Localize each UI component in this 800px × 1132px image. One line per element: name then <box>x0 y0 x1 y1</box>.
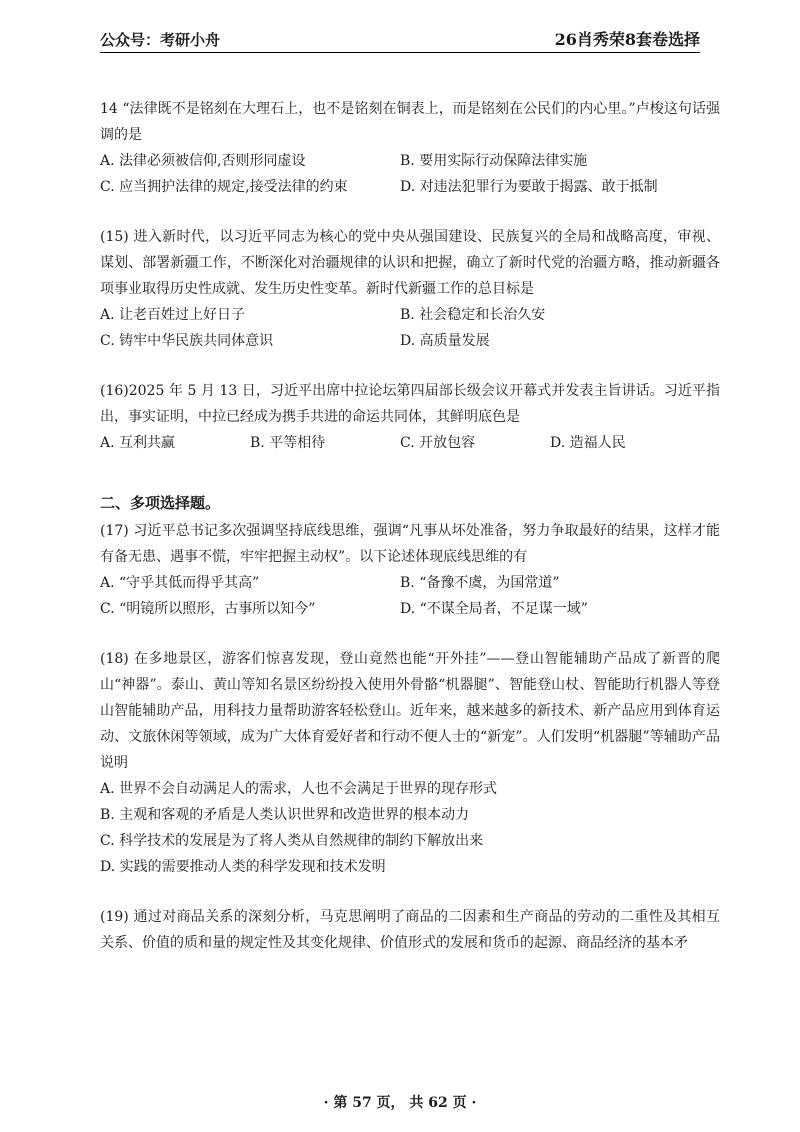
option-b: B. 主观和客观的矛盾是人类认识世界和改造世界的根本动力 <box>100 807 470 823</box>
option-b: B. 社会稳定和长治久安 <box>400 307 546 323</box>
page-header <box>100 28 700 53</box>
option-c: C. 开放包容 <box>400 435 476 451</box>
option-a: A. “守乎其低而得乎其高” <box>100 575 260 591</box>
page-number: · 第 57 页， 共 62 页 · <box>323 1095 477 1111</box>
question-stem: (15) 进入新时代，以习近平同志为核心的党中央从强国建设、民族复兴的全局和战略高度，审视、谋划、部署新疆工作，不断深化对治疆规律的认识和把握，确立了新时代党的治疆方略，推动新疆各项事业取得历史性成就、发生历史性变革。新时代新疆工作的总目标是 <box>100 229 720 297</box>
question-19 <box>100 904 720 956</box>
header-left-text: 公众号：考研小舟 <box>100 31 221 49</box>
page-content <box>100 96 720 980</box>
question-15 <box>100 224 720 354</box>
option-c: C. 应当拥护法律的规定,接受法律的约束 <box>100 179 348 195</box>
question-stem: (18) 在多地景区，游客们惊喜发现，登山竟然也能“开外挂”——登山智能辅助产品成了新晋的爬山“神器”。泰山、黄山等知名景区纷纷投入使用外骨骼“机器腿”、智能登山杖、智能助行机器人等登山智能辅助产品，用科技力量帮助游客轻松登山。近年来，越来越多的新技术、新产品应用到体育运动、文旅休闲等领域，成为广大体育爱好者和行动不便人士的“新宠”。人们发明“机器腿”等辅助产品说明 <box>100 651 720 771</box>
option-a: A. 法律必须被信仰,否则形同虚设 <box>100 153 306 169</box>
option-d: D. “不谋全局者，不足谋一域” <box>400 601 588 617</box>
header-right-text: 26肖秀荣8套卷选择 <box>554 30 700 49</box>
option-c: C. 铸牢中华民族共同体意识 <box>100 333 274 349</box>
option-d: D. 造福人民 <box>550 435 626 451</box>
option-a: A. 世界不会自动满足人的需求，人也不会满足于世界的现存形式 <box>100 781 498 797</box>
question-stem: (16)2025 年 5 月 13 日，习近平出席中拉论坛第四届部长级会议开幕式并发表主旨讲话。习近平指出，事实证明，中拉已经成为携手共进的命运共同体，其鲜明底色是 <box>100 383 720 425</box>
option-d: D. 对违法犯罪行为要敢于揭露、敢于抵制 <box>400 179 658 195</box>
options-list <box>100 302 720 354</box>
question-stem: (17) 习近平总书记多次强调坚持底线思维，强调“凡事从坏处准备，努力争取最好的结果，这样才能有备无患、遇事不慌，牢牢把握主动权”。以下论述体现底线思维的有 <box>100 523 720 565</box>
section-title: 二、多项选择题。 <box>100 494 221 512</box>
options-list <box>100 776 720 880</box>
question-17 <box>100 518 720 622</box>
options-list <box>100 570 720 622</box>
option-c: C. 科学技术的发展是为了将人类从自然规律的制约下解放出来 <box>100 833 484 849</box>
question-stem: (19) 通过对商品关系的深刻分析，马克思阐明了商品的二因素和生产商品的劳动的二重性及其相互关系、价值的质和量的规定性及其变化规律、价值形式的发展和货币的起源、商品经济的基本矛 <box>100 909 720 951</box>
question-18 <box>100 646 720 880</box>
option-b: B. 要用实际行动保障法律实施 <box>400 153 588 169</box>
options-list <box>100 430 720 456</box>
question-stem: 14 “法律既不是铭刻在大理石上，也不是铭刻在铜表上，而是铭刻在公民们的内心里。”卢梭这句话强调的是 <box>100 101 720 143</box>
option-b: B. “备豫不虞，为国常道” <box>400 575 560 591</box>
option-a: A. 让老百姓过上好日子 <box>100 307 246 323</box>
option-d: D. 高质量发展 <box>400 333 490 349</box>
question-14 <box>100 96 720 200</box>
option-c: C. “明镜所以照形，古事所以知今” <box>100 601 316 617</box>
option-a: A. 互利共赢 <box>100 435 176 451</box>
option-b: B. 平等相待 <box>250 435 326 451</box>
option-d: D. 实践的需要推动人类的科学发现和技术发明 <box>100 859 386 875</box>
options-list <box>100 148 720 200</box>
question-16 <box>100 378 720 456</box>
